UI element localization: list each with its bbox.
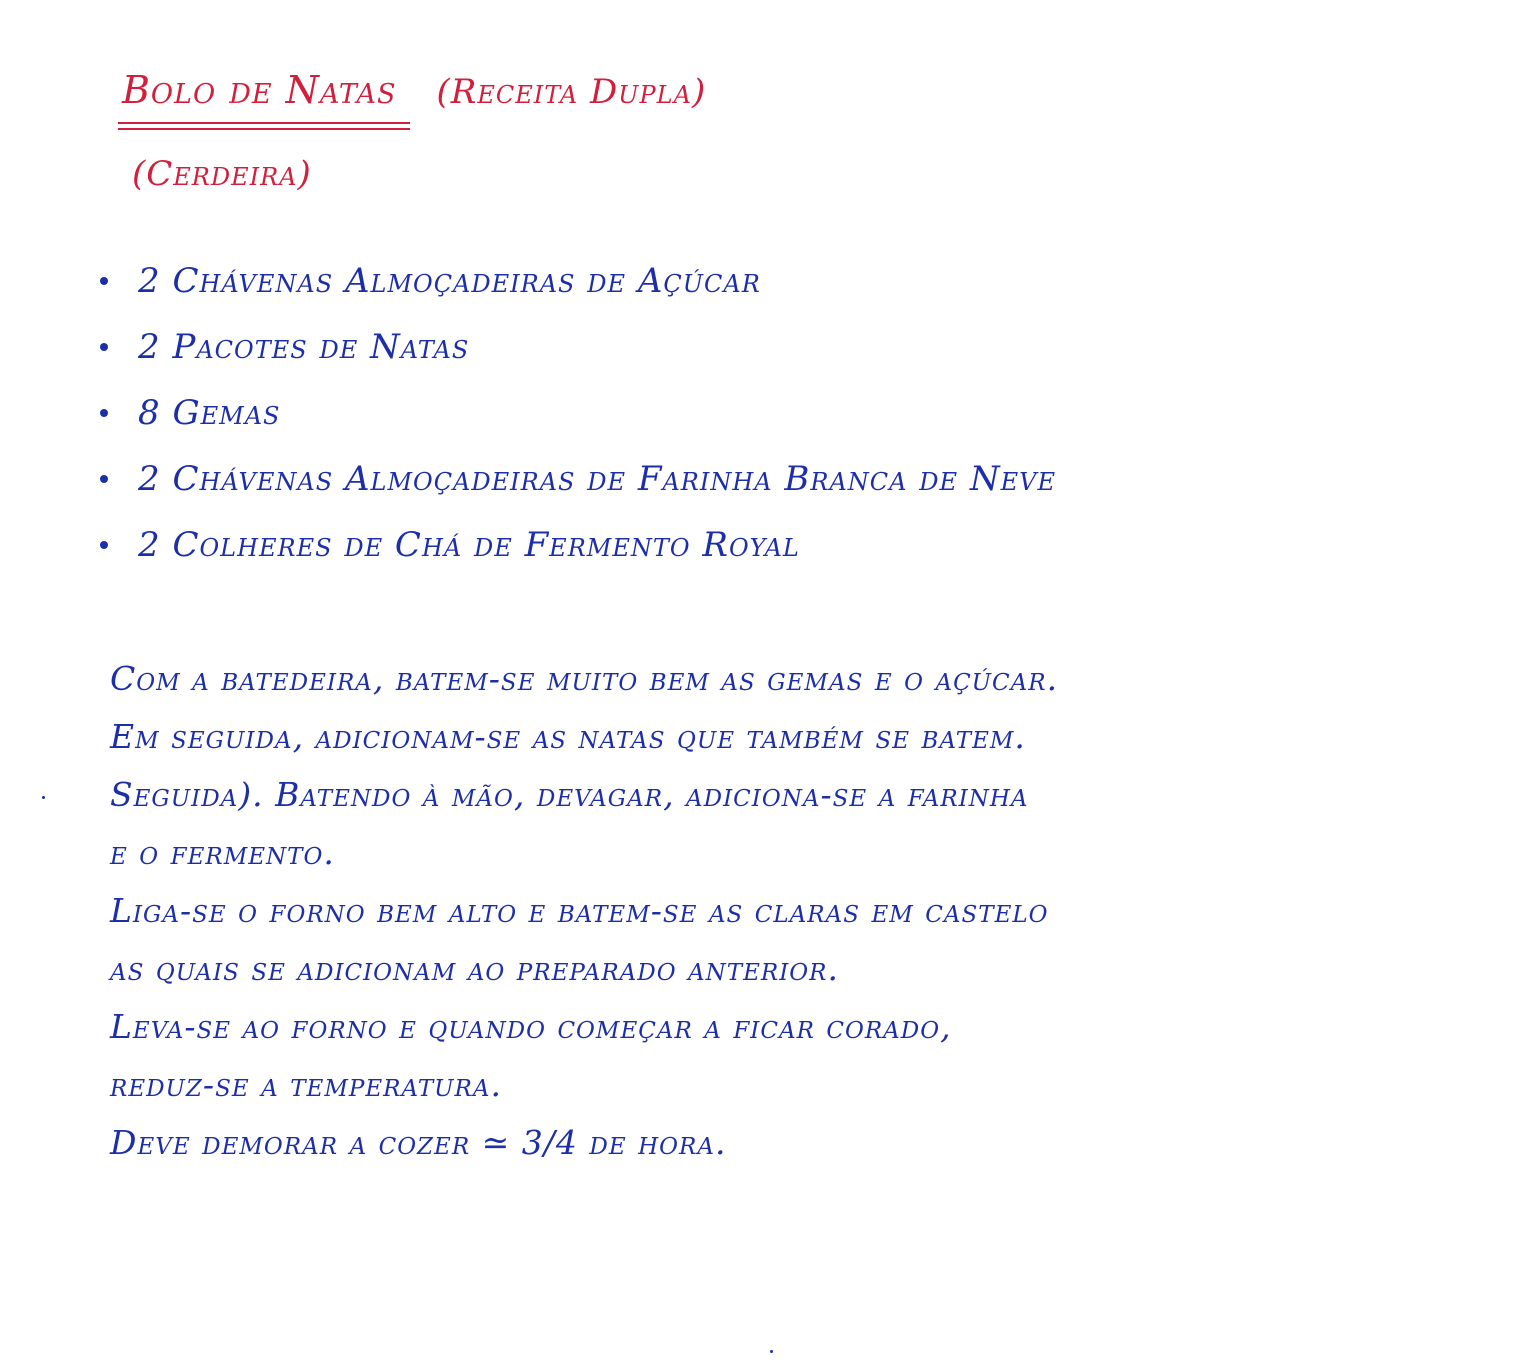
recipe-heading: [118, 62, 758, 222]
ingredient-list: [100, 248, 1400, 578]
instruction-line: e o fermento.: [110, 833, 335, 872]
ingredient-text: 2 Colheres de Chá de Fermento Royal: [138, 525, 800, 565]
instruction-line: as quais se adicionam ao preparado anterior.: [110, 949, 839, 988]
title-underline-top: [118, 122, 410, 124]
ingredient-item: [100, 512, 1400, 578]
instruction-line: Leva-se ao forno e quando começar a ficar corado,: [110, 1007, 952, 1046]
instruction-line: Em seguida, adicionam-se as natas que também se batem.: [110, 717, 1026, 756]
ingredient-item: [100, 380, 1400, 446]
instruction-line: reduz-se a temperatura.: [110, 1065, 502, 1104]
ink-speck: [42, 796, 45, 799]
ingredient-text: 2 Pacotes de Natas: [138, 327, 470, 367]
bullet-icon: [100, 343, 108, 351]
instruction-line: Seguida). Batendo à mão, devagar, adiciona-se a farinha: [110, 775, 1029, 814]
ingredient-item: [100, 446, 1400, 512]
instruction-line: Deve demorar a cozer ≃ 3/4 de hora.: [110, 1123, 727, 1162]
instruction-line: Liga-se o forno bem alto e batem-se as claras em castelo: [110, 891, 1049, 930]
bullet-icon: [100, 475, 108, 483]
recipe-title: Bolo de Natas: [122, 68, 397, 112]
ingredient-text: 2 Chávenas Almoçadeiras de Açúcar: [138, 261, 761, 301]
bullet-icon: [100, 409, 108, 417]
recipe-title-note: (Receita Dupla): [436, 72, 707, 112]
recipe-subtitle: (Cerdeira): [132, 154, 312, 194]
ingredient-item: [100, 314, 1400, 380]
instruction-line: Com a batedeira, batem-se muito bem as gemas e o açúcar.: [110, 659, 1059, 698]
title-underline-bottom: [118, 128, 410, 130]
ingredient-item: [100, 248, 1400, 314]
ink-speck: [770, 1350, 773, 1353]
recipe-title-line: [122, 68, 706, 112]
ingredient-text: 2 Chávenas Almoçadeiras de Farinha Branca de Neve: [138, 459, 1056, 499]
ingredient-text: 8 Gemas: [138, 393, 281, 433]
instructions-block: [110, 650, 1450, 1172]
bullet-icon: [100, 541, 108, 549]
bullet-icon: [100, 277, 108, 285]
